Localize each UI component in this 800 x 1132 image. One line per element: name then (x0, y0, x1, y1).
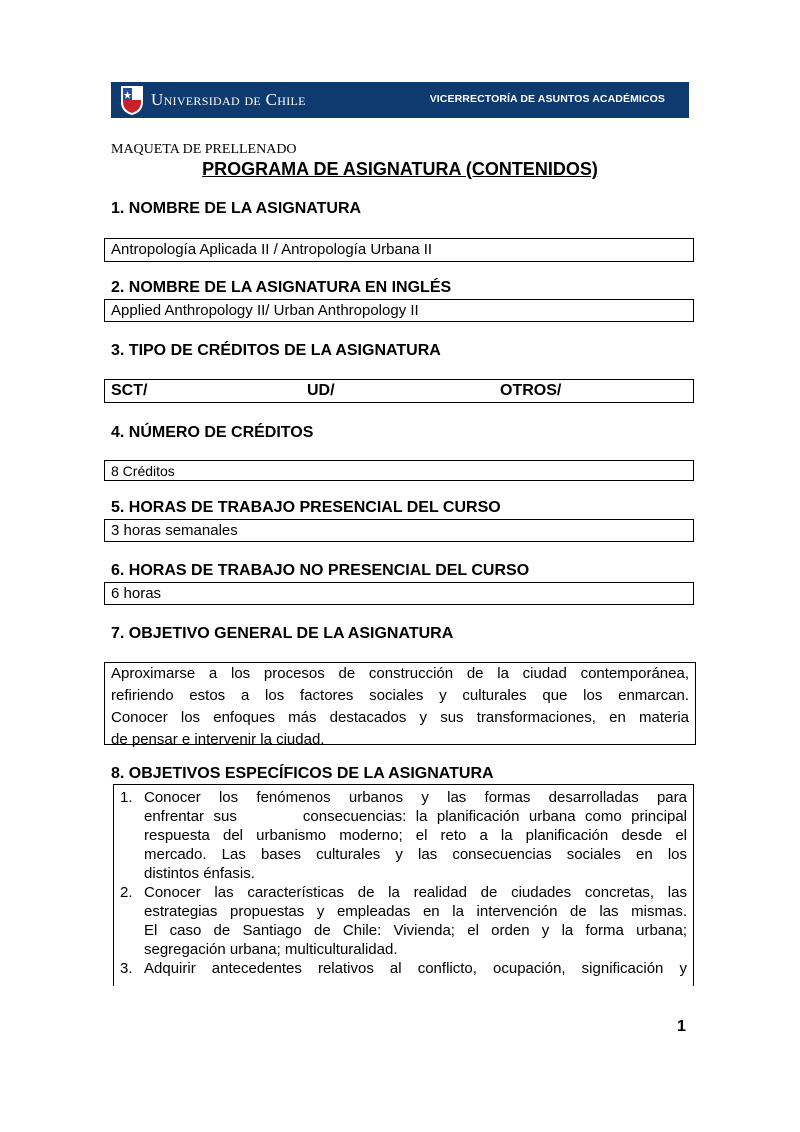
university-name: Universidad de Chile (151, 90, 306, 109)
section-7-heading: 7. OBJETIVO GENERAL DE LA ASIGNATURA (111, 625, 454, 642)
list-item (114, 883, 693, 902)
section-4-field (104, 460, 694, 481)
document-title: PROGRAMA DE ASIGNATURA (CONTENIDOS) (202, 159, 598, 179)
section-6-heading: 6. HORAS DE TRABAJO NO PRESENCIAL DEL CURSO (111, 562, 530, 579)
list-item-line: mercado. Las bases culturales y las consecuencias sociales en los (144, 846, 687, 863)
list-item-line: estrategias propuestas y empleadas en la intervención de las mismas. (144, 903, 687, 920)
list-item-continuation (114, 902, 693, 921)
list-item-line: Adquirir antecedentes relativos al conflicto, ocupación, significación y (144, 960, 687, 977)
section-8-heading: 8. OBJETIVOS ESPECÍFICOS DE LA ASIGNATURA (111, 765, 494, 782)
list-item-continuation (114, 826, 693, 845)
section-6-field (104, 582, 694, 605)
list-item-continuation (114, 940, 693, 959)
vicerrectoria-name: VICERRECTORÍA DE ASUNTOS ACADÉMICOS (429, 93, 665, 105)
section-4-value: 8 Créditos (111, 463, 175, 479)
list-item-line: enfrentar sus consecuencias: la planificación urbana como principal (144, 808, 687, 825)
section-3-heading: 3. TIPO DE CRÉDITOS DE LA ASIGNATURA (111, 342, 441, 359)
section-4-heading: 4. NÚMERO DE CRÉDITOS (111, 424, 314, 441)
list-item-number: 3. (120, 960, 133, 977)
section-1-field (104, 238, 694, 262)
section-7-field (104, 662, 696, 748)
maqueta-label: MAQUETA DE PRELLENADO (111, 142, 297, 157)
otros-label: OTROS/ (500, 382, 562, 399)
list-item-line: respuesta del urbanismo moderno; el reto a la planificación desde el (144, 827, 687, 844)
section-2-value: Applied Anthropology II/ Urban Anthropology II (111, 302, 419, 319)
list-item-number: 2. (120, 884, 133, 901)
list-item-line: segregación urbana; multiculturalidad. (144, 941, 398, 958)
objective-line: Aproximarse a los procesos de construcción de la ciudad contemporánea, (111, 665, 689, 682)
section-2-field (104, 299, 694, 322)
section-8-field (113, 784, 694, 986)
section-6-value: 6 horas (111, 585, 162, 602)
objective-line: Conocer los enfoques más destacados y sus transformaciones, en materia (111, 709, 689, 726)
list-item-line: distintos énfasis. (144, 865, 255, 882)
list-item-continuation (114, 807, 693, 826)
list-item-continuation (114, 864, 693, 883)
list-item (114, 959, 693, 978)
sct-label: SCT/ (111, 382, 148, 399)
section-5-field (104, 519, 694, 542)
section-3-field (104, 379, 694, 403)
university-crest-icon (119, 84, 145, 116)
section-2-heading: 2. NOMBRE DE LA ASIGNATURA EN INGLÉS (111, 279, 452, 296)
list-item (114, 788, 693, 807)
list-item-number: 1. (120, 789, 133, 806)
section-5-value: 3 horas semanales (111, 522, 238, 539)
section-1-heading: 1. NOMBRE DE LA ASIGNATURA (111, 200, 362, 217)
list-item-continuation (114, 921, 693, 940)
section-1-value: Antropología Aplicada II / Antropología Urbana II (111, 241, 433, 258)
page-number: 1 (677, 1018, 686, 1035)
ud-label: UD/ (307, 382, 335, 399)
list-item-continuation (114, 845, 693, 864)
objective-line: de pensar e intervenir la ciudad. (111, 731, 325, 748)
list-item-line: Conocer las características de la realidad de ciudades concretas, las (144, 884, 687, 901)
list-item-line: El caso de Santiago de Chile: Vivienda; el orden y la forma urbana; (144, 922, 687, 939)
section-5-heading: 5. HORAS DE TRABAJO PRESENCIAL DEL CURSO (111, 499, 501, 516)
university-banner (111, 82, 689, 118)
objective-line: refiriendo estos a los factores sociales y culturales que los enmarcan. (111, 687, 689, 704)
list-item-line: Conocer los fenómenos urbanos y las formas desarrolladas para (144, 789, 687, 806)
